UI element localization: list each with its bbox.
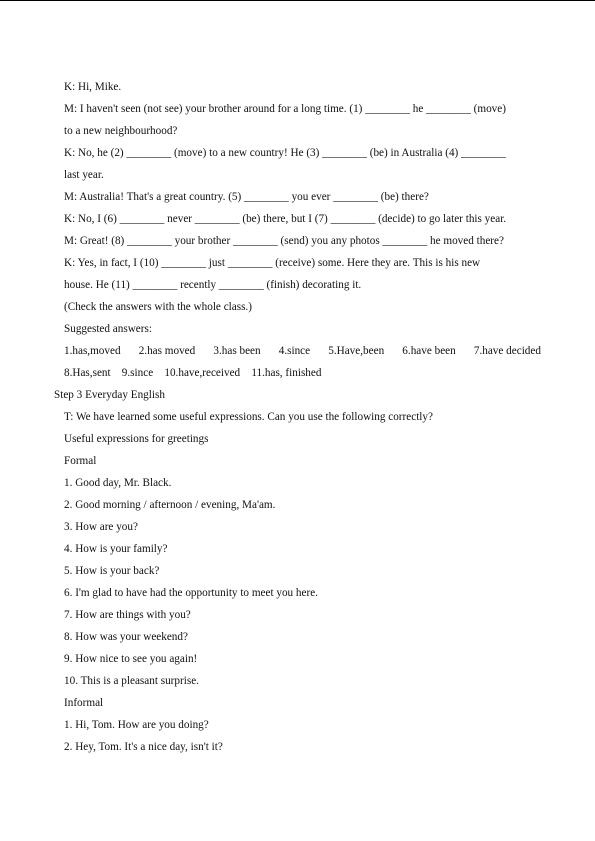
subheading: Useful expressions for greetings	[64, 433, 209, 445]
answer-item: 2.has moved	[138, 345, 196, 357]
dialogue-line: house. He (11) ________ recently ________ (finish) decorating it.	[64, 279, 362, 291]
teacher-prompt: T: We have learned some useful expressions. Can you use the following correctly?	[64, 411, 433, 423]
answers-row	[0, 340, 595, 362]
dialogue-line: M: I haven't seen (not see) your brother around for a long time. (1) ________ he ________ (move)	[64, 103, 506, 115]
answers-row: 8.Has,sent 9.since 10.have,received 11.has, finished	[64, 367, 322, 379]
list-item: 1. Good day, Mr. Black.	[64, 477, 172, 489]
section-heading: Step 3 Everyday English	[54, 389, 165, 401]
dialogue-line: K: Yes, in fact, I (10) ________ just ________ (receive) some. Here they are. This is his new	[64, 257, 481, 269]
header-rule	[0, 0, 595, 1]
answer-item: 6.have been	[402, 345, 456, 357]
answer-item: 7.have decided	[473, 345, 541, 357]
list-item: 6. I'm glad to have had the opportunity to meet you here.	[64, 587, 318, 599]
list-item: 1. Hi, Tom. How are you doing?	[64, 719, 209, 731]
list-item: 10. This is a pleasant surprise.	[64, 675, 199, 687]
dialogue-line: M: Australia! That's a great country. (5) ________ you ever ________ (be) there?	[64, 191, 429, 203]
dialogue-line: to a new neighbourhood?	[64, 125, 178, 137]
answer-item: 5.Have,been	[328, 345, 385, 357]
list-item: 2. Hey, Tom. It's a nice day, isn't it?	[64, 741, 223, 753]
list-item: 2. Good morning / afternoon / evening, Ma'am.	[64, 499, 276, 511]
list-item: 5. How is your back?	[64, 565, 160, 577]
document-page	[0, 76, 595, 758]
answer-item: 4.since	[278, 345, 311, 357]
list-item: 8. How was your weekend?	[64, 631, 188, 643]
answer-item: 3.has been	[213, 345, 261, 357]
instruction-line: (Check the answers with the whole class.)	[64, 301, 252, 313]
formal-label: Formal	[64, 455, 97, 467]
informal-label: Informal	[64, 697, 104, 709]
list-item: 7. How are things with you?	[64, 609, 191, 621]
answers-heading: Suggested answers:	[64, 323, 152, 335]
list-item: 9. How nice to see you again!	[64, 653, 198, 665]
dialogue-line: K: No, he (2) ________ (move) to a new country! He (3) ________ (be) in Australia (4) ________	[64, 147, 506, 159]
dialogue-line: K: No, I (6) ________ never ________ (be) there, but I (7) ________ (decide) to go later this year.	[64, 213, 507, 225]
dialogue-line: M: Great! (8) ________ your brother ________ (send) you any photos ________ he moved there?	[64, 235, 504, 247]
answer-item: 1.has,moved	[64, 345, 121, 357]
dialogue-line: K: Hi, Mike.	[64, 81, 122, 93]
list-item: 3. How are you?	[64, 521, 138, 533]
dialogue-line: last year.	[64, 169, 104, 181]
list-item: 4. How is your family?	[64, 543, 168, 555]
